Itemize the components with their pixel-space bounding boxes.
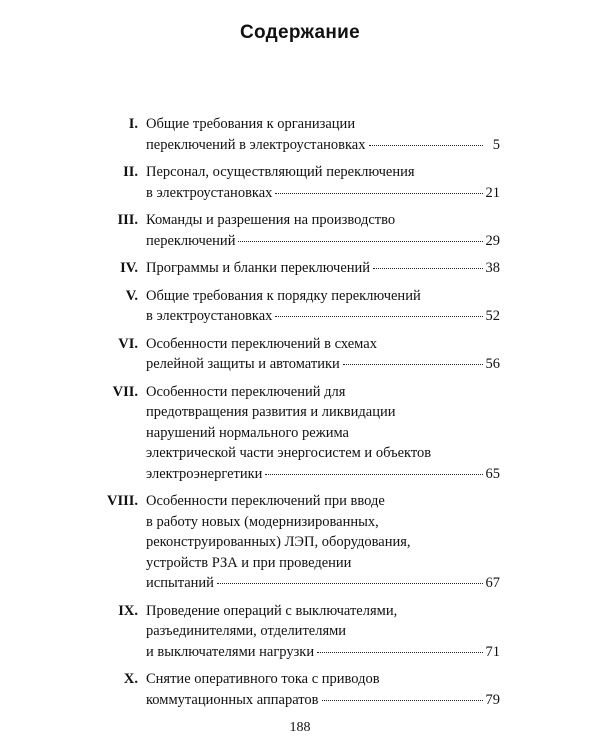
toc-entry-page: 65 (485, 465, 500, 482)
dot-leader (317, 651, 482, 653)
toc-entry[interactable] (100, 334, 500, 375)
toc-entry-number: III. (117, 212, 138, 228)
toc-entry-number: II. (123, 164, 138, 180)
toc-entry-page: 38 (485, 260, 500, 276)
dot-leader (217, 582, 483, 584)
toc-entry-title-line: коммутационных аппаратов (146, 691, 319, 708)
toc-entry[interactable] (100, 382, 500, 485)
toc-entry-title-line: Особенности переключений в схемах (146, 335, 377, 352)
toc-entry[interactable] (100, 162, 500, 203)
toc-entry[interactable] (100, 491, 500, 594)
toc-entry-number: VII. (112, 383, 138, 400)
toc-entry-title-line: испытаний (146, 575, 214, 591)
dot-leader (265, 473, 482, 475)
table-of-contents (100, 114, 500, 717)
toc-entry-title-line: предотвращения развития и ликвидации (146, 404, 396, 420)
toc-entry[interactable] (100, 601, 500, 663)
toc-entry-page: 67 (485, 575, 500, 591)
toc-entry-title-line: электроэнергетики (146, 465, 263, 482)
toc-entry-title-line: разъединителями, отделителями (146, 623, 347, 639)
toc-entry-title-line: в электроустановках (146, 308, 273, 324)
toc-entry-page: 71 (485, 643, 500, 660)
toc-entry[interactable] (100, 286, 500, 327)
toc-entry[interactable] (100, 114, 500, 155)
page-title: Содержание (239, 22, 361, 43)
toc-entry-title-line: в электроустановках (146, 184, 273, 201)
toc-entry[interactable] (100, 669, 500, 710)
dot-leader (275, 315, 482, 317)
toc-entry-page: 52 (485, 308, 500, 324)
toc-entry-title-line: Особенности переключений при вводе (146, 493, 385, 509)
toc-entry-title-line: переключений (146, 232, 236, 249)
toc-entry-title-line: в работу новых (модернизированных, (146, 513, 379, 530)
toc-entry-number: VI. (118, 335, 138, 352)
toc-entry-title-line: Персонал, осуществляющий переключения (146, 164, 415, 180)
dot-leader (238, 240, 482, 242)
toc-entry-number: V. (125, 287, 138, 304)
dot-leader (343, 363, 483, 365)
page-number: 188 (289, 720, 311, 735)
dot-leader (275, 192, 482, 194)
toc-entry-title-line: переключений в электроустановках (146, 136, 366, 153)
toc-entry-number: IV. (120, 260, 138, 276)
dot-leader (369, 144, 484, 146)
toc-entry-page: 29 (485, 232, 500, 249)
toc-entry-title-line: и выключателями нагрузки (146, 643, 315, 660)
dot-leader (373, 267, 482, 269)
toc-entry-number: X. (123, 671, 138, 687)
toc-entry-title-line: электрической части энергосистем и объектов (146, 445, 432, 461)
toc-entry-number: I. (128, 116, 138, 132)
toc-entry-title-line: Программы и бланки переключений (146, 260, 371, 276)
toc-entry-title-line: релейной защиты и автоматики (146, 356, 340, 372)
toc-entry-page: 79 (485, 691, 500, 708)
toc-entry-number: IX. (118, 602, 138, 619)
toc-entry[interactable] (100, 258, 500, 279)
toc-entry-title-line: Проведение операций с выключателями, (146, 602, 398, 619)
toc-entry[interactable] (100, 210, 500, 251)
toc-entry-page: 56 (485, 356, 500, 372)
toc-entry-page: 21 (485, 184, 500, 201)
dot-leader (322, 699, 483, 701)
toc-entry-title-line: Команды и разрешения на производство (146, 212, 396, 228)
toc-entry-title-line: Общие требования к организации (146, 116, 356, 132)
toc-entry-title-line: устройств РЗА и при проведении (146, 554, 352, 571)
toc-entry-page: 5 (492, 136, 500, 153)
toc-entry-title-line: нарушений нормального режима (146, 424, 349, 441)
toc-entry-title-line: Особенности переключений для (146, 383, 346, 400)
toc-entry-title-line: Общие требования к порядку переключений (146, 287, 421, 304)
toc-entry-title-line: реконструированных) ЛЭП, оборудования, (146, 534, 411, 550)
toc-entry-title-line: Снятие оперативного тока с приводов (146, 671, 380, 687)
toc-entry-number: VIII. (106, 493, 138, 509)
